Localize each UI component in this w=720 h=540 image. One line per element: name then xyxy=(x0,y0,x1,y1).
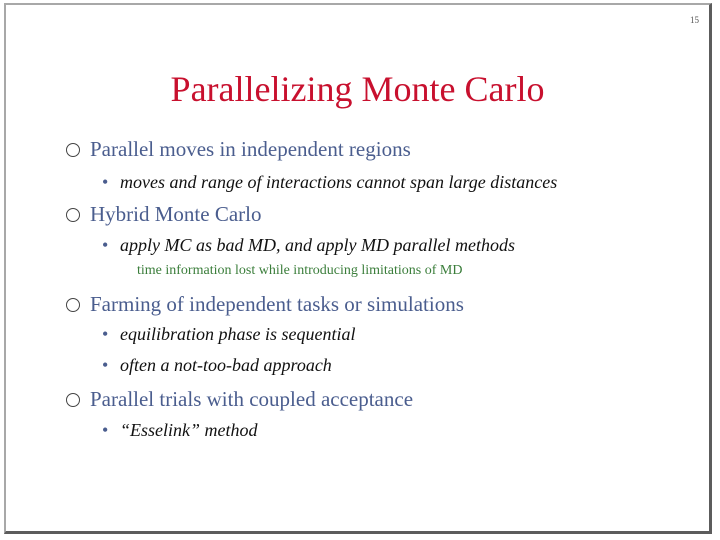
dot-bullet-icon: • xyxy=(102,355,109,375)
bullet-2-1-1-text: time information lost while introducing limitations of MD xyxy=(137,263,463,278)
slide xyxy=(4,3,712,534)
circle-bullet-icon xyxy=(66,298,80,312)
circle-bullet-icon xyxy=(66,393,80,407)
bullet-2 xyxy=(66,201,261,227)
dot-bullet-icon: • xyxy=(102,172,109,192)
dot-bullet-icon: • xyxy=(102,324,109,344)
bullet-2-1 xyxy=(102,234,515,256)
bullet-4-text: Parallel trials with coupled acceptance xyxy=(90,387,414,411)
dot-bullet-icon: • xyxy=(102,235,109,255)
bullet-1-text: Parallel moves in independent regions xyxy=(90,137,411,161)
bullet-2-1-text: apply MC as bad MD, and apply MD parallel methods xyxy=(120,235,515,255)
bullet-4-1 xyxy=(102,419,258,441)
bullet-2-1-1 xyxy=(137,262,462,280)
bullet-3-1 xyxy=(102,323,356,345)
bullet-3-text: Farming of independent tasks or simulations xyxy=(90,292,464,316)
bullet-1 xyxy=(66,136,411,162)
dot-bullet-icon: • xyxy=(102,420,109,440)
bullet-3-1-text: equilibration phase is sequential xyxy=(120,324,356,344)
bullet-4-1-text: “Esselink” method xyxy=(120,420,258,440)
circle-bullet-icon xyxy=(66,143,80,157)
slide-title: Parallelizing Monte Carlo xyxy=(170,69,545,109)
bullet-3-2-text: often a not-too-bad approach xyxy=(120,355,332,375)
bullet-2-text: Hybrid Monte Carlo xyxy=(90,202,262,226)
bullet-1-1 xyxy=(102,171,557,193)
bullet-1-1-text: moves and range of interactions cannot span large distances xyxy=(120,172,558,192)
circle-bullet-icon xyxy=(66,208,80,222)
bullet-3-2 xyxy=(102,354,332,376)
bullet-3 xyxy=(66,291,464,317)
page-number: 15 xyxy=(690,15,699,25)
bullet-4 xyxy=(66,386,413,412)
